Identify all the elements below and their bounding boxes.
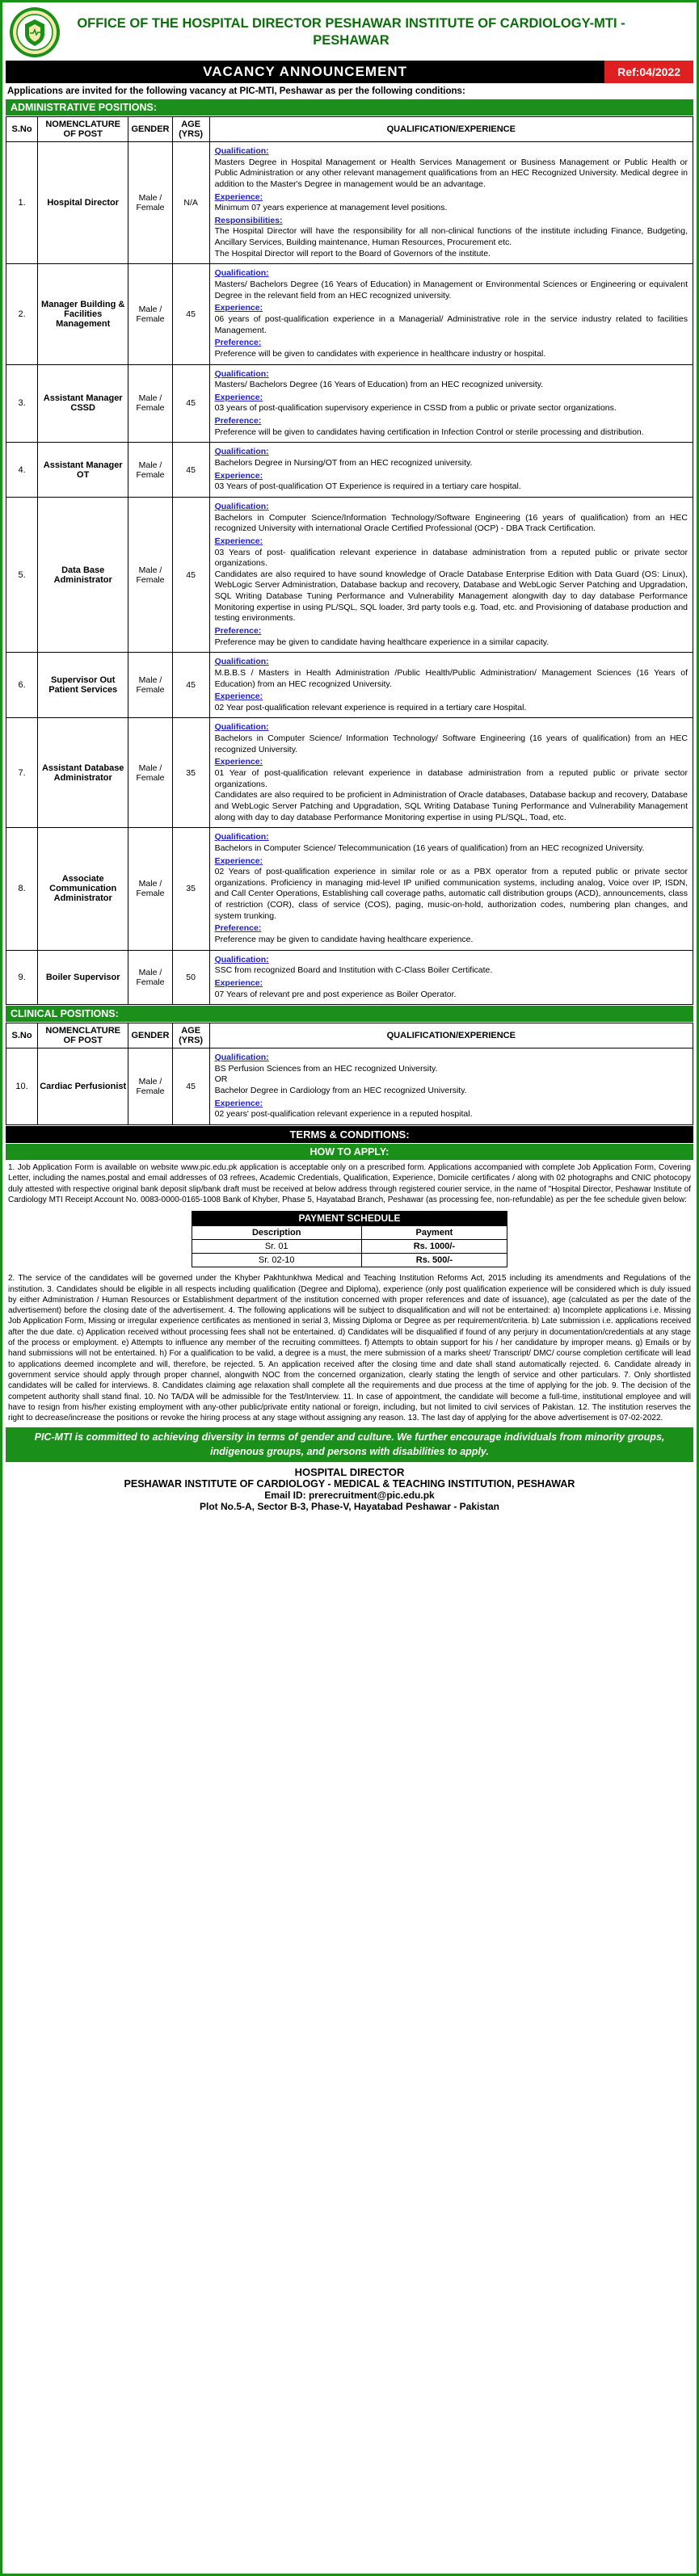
col-header-gender: GENDER: [128, 117, 172, 142]
qualification-experience-cell: [209, 653, 693, 718]
detail-text: Masters/ Bachelors Degree (16 Years of Education) from an HEC recognized university.: [214, 380, 544, 390]
detail-text: The Hospital Director will have the responsibility for all non-clinical functions of the institute including Finance, Budgeting, Ancillary Services, Building maintenance, Human Resources, Procurement etc.: [214, 226, 688, 248]
post-name-cell: Assistant Database Administrator: [38, 718, 128, 828]
serial-number-cell: 9.: [6, 950, 38, 1005]
col-header-age: AGE (YRS): [172, 117, 209, 142]
post-name-cell: Assistant Manager OT: [38, 443, 128, 498]
detail-text: Bachelors in Computer Science/ Information Technology/ Software Engineering (16 years of qualification) from an HEC recognized University.: [214, 733, 688, 754]
detail-heading: Qualification:: [214, 1053, 269, 1063]
col-header-sno: S.No: [6, 1023, 38, 1048]
detail-text: Bachelors in Computer Science/Information Technology/Software Engineering (16 years of qualification) from an HEC recognized University with international Oracle Certified Professional (OCP) - DBA Track Certification.: [214, 512, 688, 534]
col-header-post: NOMENCLATURE OF POST: [38, 1023, 128, 1048]
detail-text: Bachelor Degree in Cardiology from an HEC recognized University.: [214, 1086, 467, 1096]
position-row: [6, 828, 693, 950]
detail-text: Candidates are also required to be proficient in Administration of Oracle databases, Database backup and recovery, Database and WebLogic Server Patching and Upgradation, SQL Writing Database Tuning Performance and Vulnerability Management along with day to day database Performance Monitoring expertise in using PL/SQL, Toad, etc.: [214, 790, 688, 822]
detail-heading: Responsibilities:: [214, 215, 283, 225]
detail-heading: Experience:: [214, 536, 263, 546]
vacancy-banner-text: VACANCY ANNOUNCEMENT: [203, 64, 408, 79]
col-header-age: AGE (YRS): [172, 1023, 209, 1048]
detail-text: Preference will be given to candidates having certification in Infection Control or sterile processing and distribution.: [214, 427, 644, 437]
post-name-cell: Data Base Administrator: [38, 497, 128, 652]
detail-heading: Preference:: [214, 923, 262, 934]
detail-heading: Qualification:: [214, 657, 269, 667]
age-cell: 45: [172, 1048, 209, 1125]
qualification-experience-cell: [209, 950, 693, 1005]
section-terms-conditions: TERMS & CONDITIONS:: [6, 1126, 693, 1143]
age-cell: 45: [172, 497, 209, 652]
age-cell: 35: [172, 828, 209, 950]
section-how-to-apply: HOW TO APPLY:: [6, 1144, 693, 1160]
serial-number-cell: 4.: [6, 443, 38, 498]
qualification-experience-cell: [209, 828, 693, 950]
gender-cell: Male / Female: [128, 264, 172, 364]
detail-text: Bachelors Degree in Nursing/OT from an HEC recognized university.: [214, 458, 473, 469]
post-name-cell: Assistant Manager CSSD: [38, 364, 128, 443]
position-row: [6, 950, 693, 1005]
detail-heading: Experience:: [214, 691, 263, 702]
gender-cell: Male / Female: [128, 950, 172, 1005]
qualification-experience-cell: [209, 497, 693, 652]
detail-heading: Qualification:: [214, 832, 269, 843]
vacancy-banner: [6, 61, 693, 83]
footer-hospital-director: HOSPITAL DIRECTOR: [294, 1466, 405, 1479]
detail-heading: Qualification:: [214, 146, 269, 156]
detail-text: Masters/ Bachelors Degree (16 Years of Education) in Management or Environmental Sciences or Engineering or equivalent Degree in the relevant field from an HEC recognized university.: [214, 279, 688, 300]
payment-col-description: Description: [192, 1226, 361, 1240]
gender-cell: Male / Female: [128, 142, 172, 264]
table-header-row: [6, 117, 693, 142]
col-header-gender: GENDER: [128, 1023, 172, 1048]
intro-line: Applications are invited for the following vacancy at PIC-MTI, Peshawar as per the following conditions:: [7, 86, 465, 96]
detail-heading: Qualification:: [214, 722, 269, 733]
age-cell: 45: [172, 364, 209, 443]
detail-heading: Experience:: [214, 757, 263, 767]
serial-number-cell: 10.: [6, 1048, 38, 1125]
reference-number-badge: Ref:04/2022: [604, 61, 693, 83]
detail-text: Minimum 07 years experience at management level positions.: [214, 203, 448, 213]
payment-row: [192, 1240, 507, 1254]
detail-heading: Experience:: [214, 392, 263, 402]
footer: [6, 1464, 693, 1512]
payment-schedule: [192, 1211, 507, 1267]
detail-heading: Experience:: [214, 977, 263, 988]
detail-text: 02 Years of post-qualification experience in similar role or as a PBX operator from a reputed public or private sector organizations. Proficiency in managing mid-level IP unified communication systems, including analog, Voice over IP, ISDN, and Call Center Operations, Establishing call coverage paths, automatic call distribution groups (ACD), announcements, class of restriction (COR), class of service (COS), paging, music-on-hold, authorization codes, numbering plan changes, and system trunking.: [214, 867, 688, 921]
payment-amount: Rs. 1000/-: [361, 1240, 507, 1254]
gender-cell: Male / Female: [128, 497, 172, 652]
pic-logo-icon: [9, 6, 61, 58]
serial-number-cell: 2.: [6, 264, 38, 364]
detail-heading: Qualification:: [214, 368, 269, 379]
col-header-qualification: QUALIFICATION/EXPERIENCE: [209, 1023, 693, 1048]
col-header-post: NOMENCLATURE OF POST: [38, 117, 128, 142]
serial-number-cell: 3.: [6, 364, 38, 443]
gender-cell: Male / Female: [128, 653, 172, 718]
detail-heading: Qualification:: [214, 501, 269, 511]
detail-text: Preference may be given to candidate having healthcare experience.: [214, 935, 474, 944]
detail-text: Candidates are also required to have sound knowledge of Oracle Database Enterprise Edition with Data Guard (OS: Linux), WebLogic Server Administration, Database backup and recovery, Database and WebLogic Server Patching and Upgradation, SQL Writing Database Tuning Performance and Vulnerability Management alongwith day to day database Performance Monitoring expertise in using PL/SQL, SQL loader, 3rd party tools e.g. Toad, etc. and Provisioning of database production and testing environments.: [214, 569, 688, 624]
age-cell: 45: [172, 653, 209, 718]
age-cell: 45: [172, 264, 209, 364]
position-row: [6, 653, 693, 718]
serial-number-cell: 5.: [6, 497, 38, 652]
page-title: OFFICE OF THE HOSPITAL DIRECTOR PESHAWAR INSTITUTE OF CARDIOLOGY-MTI - PESHAWAR: [77, 15, 625, 48]
post-name-cell: Boiler Supervisor: [38, 950, 128, 1005]
serial-number-cell: 1.: [6, 142, 38, 264]
detail-heading: Experience:: [214, 470, 263, 481]
section-administrative-positions: ADMINISTRATIVE POSITIONS:: [6, 99, 693, 116]
how-to-apply-paragraph: 1. Job Application Form is available on website www.pic.edu.pk application is acceptable only on a prescribed form. Applications accompanied with complete Job Application Form, Covering Letter, including the names,postal and email addresses of 03 refrees, Academic Credentials, Qualification, Experience, Domicile certificates / along with 02 photographs and CNIC photocopy duly attested with respective original bank deposit slip/bank draft must be received at below address through registered courier service, in the name of "Hospital Director, Peshawar Institute of Cardiology MTI Receipt Account No. 0083-0000-0165-1008 Bank of Khyber, Phase 5, Hayatabad Branch, Peshawar (as processing fee, non-refundable) as per the fee schedule given below:: [8, 1163, 691, 1204]
qualification-experience-cell: [209, 364, 693, 443]
detail-heading: Preference:: [214, 625, 262, 636]
age-cell: 50: [172, 950, 209, 1005]
payment-col-payment: Payment: [361, 1226, 507, 1240]
diversity-statement: PIC-MTI is committed to achieving diversity in terms of gender and culture. We further encourage individuals from minority groups, indigenous groups, and persons with disabilities to apply.: [6, 1427, 693, 1462]
detail-text: 03 Years of post- qualification relevant experience in database administration from a reputed public or private sector organizations.: [214, 547, 688, 569]
position-row: [6, 443, 693, 498]
gender-cell: Male / Female: [128, 1048, 172, 1125]
detail-text: OR: [214, 1074, 228, 1085]
clinical-positions-table: [6, 1023, 693, 1125]
detail-heading: Qualification:: [214, 954, 269, 964]
detail-text: 03 Years of post-qualification OT Experience is required in a tertiary care hospital.: [214, 481, 521, 492]
detail-text: BS Perfusion Sciences from an HEC recognized University.: [214, 1063, 438, 1074]
col-header-sno: S.No: [6, 117, 38, 142]
administrative-positions-table: [6, 116, 693, 1005]
table-header-row: [6, 1023, 693, 1048]
position-row: [6, 142, 693, 264]
footer-address: Plot No.5-A, Sector B-3, Phase-V, Hayatabad Peshawar - Pakistan: [199, 1501, 500, 1513]
footer-email: Email ID: prerecruitment@pic.edu.pk: [264, 1490, 435, 1502]
detail-text: 03 years of post-qualification supervisory experience in CSSD from a public or private sector organizations.: [214, 403, 617, 414]
qualification-experience-cell: [209, 443, 693, 498]
col-header-qualification: QUALIFICATION/EXPERIENCE: [209, 117, 693, 142]
serial-number-cell: 6.: [6, 653, 38, 718]
detail-text: 01 Year of post-qualification relevant experience in database administration from a reputed public or private sector organizations.: [214, 768, 688, 789]
qualification-experience-cell: [209, 142, 693, 264]
detail-text: M.B.B.S / Masters in Health Administration /Public Health/Public Administration/ Management Sciences (16 Years of Education) from an HEC recognized University.: [214, 667, 688, 689]
detail-text: Preference may be given to candidate having healthcare experience in a similar capacity.: [214, 637, 550, 647]
detail-text: Preference will be given to candidates with experience in healthcare industry or hospital.: [214, 348, 546, 359]
detail-text: Bachelors in Computer Science/ Telecommunication (16 years of qualification) from an HEC recognized University.: [214, 843, 645, 853]
qualification-experience-cell: [209, 1048, 693, 1125]
position-row: [6, 497, 693, 652]
serial-number-cell: 8.: [6, 828, 38, 950]
post-name-cell: Associate Communication Administrator: [38, 828, 128, 950]
gender-cell: Male / Female: [128, 828, 172, 950]
age-cell: N/A: [172, 142, 209, 264]
position-row: [6, 264, 693, 364]
detail-heading: Preference:: [214, 416, 262, 427]
header: [6, 5, 693, 60]
payment-description: Sr. 01: [192, 1240, 361, 1254]
post-name-cell: Hospital Director: [38, 142, 128, 264]
gender-cell: Male / Female: [128, 443, 172, 498]
detail-text: Masters Degree in Hospital Management or Health Services Management or Business Management or Public Health or Public Administration or any other relevant management qualifications from an HEC Recognized University. Medical degree in addition to the Master's Degree in management would be an advantage.: [214, 157, 688, 189]
detail-heading: Experience:: [214, 855, 263, 866]
payment-schedule-table: [192, 1225, 507, 1267]
age-cell: 45: [172, 443, 209, 498]
detail-heading: Experience:: [214, 303, 263, 313]
detail-heading: Preference:: [214, 338, 262, 348]
position-row: [6, 364, 693, 443]
detail-text: 02 years' post-qualification relevant experience in a reputed hospital.: [214, 1109, 473, 1120]
detail-heading: Qualification:: [214, 447, 269, 457]
gender-cell: Male / Female: [128, 364, 172, 443]
post-name-cell: Cardiac Perfusionist: [38, 1048, 128, 1125]
payment-description: Sr. 02-10: [192, 1254, 361, 1267]
age-cell: 35: [172, 718, 209, 828]
gender-cell: Male / Female: [128, 718, 172, 828]
detail-text: 02 Year post-qualification relevant experience is required in a tertiary care Hospital.: [214, 702, 527, 712]
qualification-experience-cell: [209, 264, 693, 364]
section-clinical-positions: CLINICAL POSITIONS:: [6, 1006, 693, 1022]
payment-row: [192, 1254, 507, 1267]
payment-header-row: [192, 1226, 507, 1240]
payment-amount: Rs. 500/-: [361, 1254, 507, 1267]
detail-heading: Experience:: [214, 191, 263, 202]
payment-schedule-title: PAYMENT SCHEDULE: [192, 1211, 507, 1225]
serial-number-cell: 7.: [6, 718, 38, 828]
position-row: [6, 718, 693, 828]
detail-text: SSC from recognized Board and Institution with C-Class Boiler Certificate.: [214, 965, 493, 976]
post-name-cell: Supervisor Out Patient Services: [38, 653, 128, 718]
qualification-experience-cell: [209, 718, 693, 828]
detail-heading: Qualification:: [214, 268, 269, 279]
detail-text: 06 years of post-qualification experience in a Managerial/ Administrative role in the service industry related to facilities Management.: [214, 313, 688, 335]
position-row: [6, 1048, 693, 1125]
detail-text: 07 Years of relevant pre and post experience as Boiler Operator.: [214, 989, 457, 999]
post-name-cell: Manager Building & Facilities Management: [38, 264, 128, 364]
detail-heading: Experience:: [214, 1098, 263, 1108]
terms-conditions-paragraph: 2. The service of the candidates will be governed under the Khyber Pakhtunkhwa Medical and Teaching Institution Reforms Act, 2015 including its amendments and Regulations of the institution. 3. Candidates should be eligible in all respects including qualification (Degree and Diploma), experience (only post qualification experience will be considered which is duly issued by either Administration / Human Resources or Establishment department of the institution concerned with proper references and date of issuance), age (calculated as per the date of the advertisement) before the closing date of the advertisement. 4. The following applications will be subject to disqualification and will not be entertained: a) Incomplete applications i.e. Missing Job Application Form, Missing or irregular experience certificates as mentioned in serial 3, Missing Diploma or Degree as per requirement/criteria. b) Late submission i.e. applications received after the due date. c) Application received without processing fees shall not be entertained. d) Candidates will be disqualified if found of any perjury in documentation/credentials at any stage of the process or employment. e) Attempts to influence any member of the recruiting committees. f) Attempts to obtain support for his / her candidature by improper means. g) Emails or by hand submissions will not be entertained. h) For a qualification to be valid, a degree is a must, the mere submission of a marks sheet/ Transcript/ DMC/ course completion certificate will lead to applications deemed incomplete and will, therefore, be rejected. 5. An application received after the closing time and date shall stand automatically rejected. 6. Candidate already in government service should apply through proper channel, alongwith NOC from the concerned organization, clearly stating the length of service and other particulars. 7. Only shortlisted candidates will be called for interviews. 8. Candidates claiming age relaxation shall complete all the requirements and due process at the time of applying for the job. 9. The decision of the competent authority shall stand final. 10. No TA/DA will be admissible for the Test/Interview. 11. In case of appointment, the candidate will become a full-time, institutional employee and will have to resign from his/her existing employment with any-other public/private entity national or foreign, including, but not limited to civil services of Pakistan. 12. The institution reserves the right to decrease/increase the positions or revoke the hiring process at any stage without assigning any reason. 13. The last day of applying for the above advertisement is 07-02-2022.: [8, 1274, 691, 1423]
detail-text: The Hospital Director will report to the Board of Governors of the institute.: [214, 248, 491, 258]
footer-institute-name: PESHAWAR INSTITUTE OF CARDIOLOGY - MEDICAL & TEACHING INSTITUTION, PESHAWAR: [124, 1478, 575, 1490]
